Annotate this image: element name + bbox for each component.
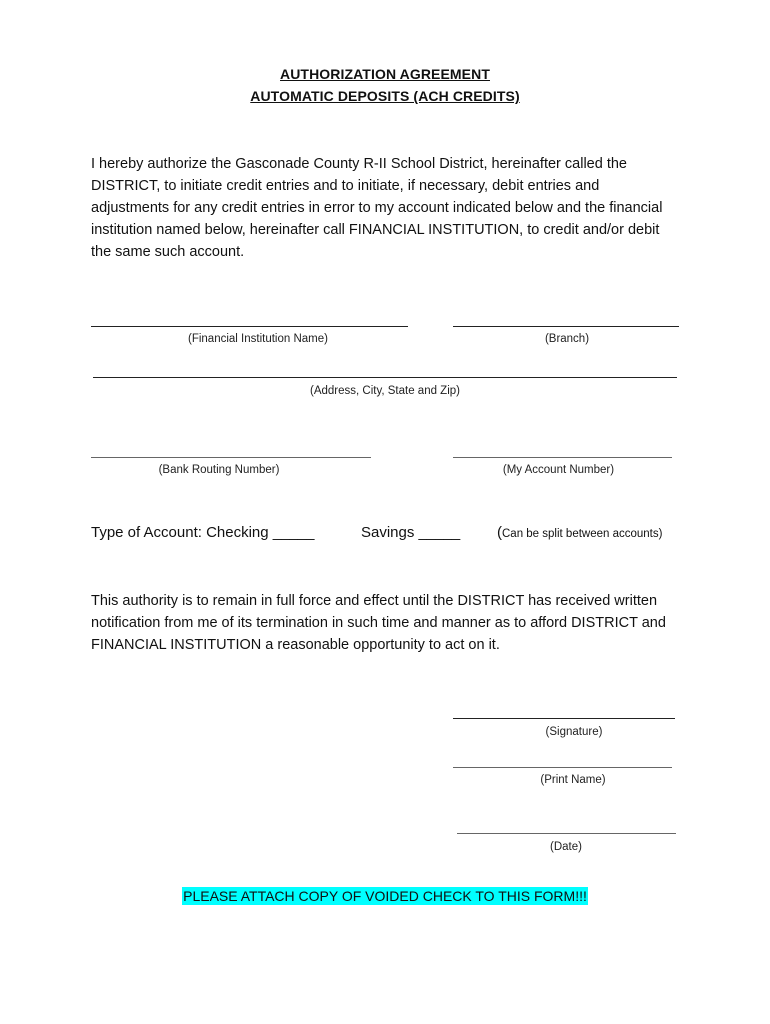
print-name-label: (Print Name) (540, 774, 606, 786)
signature-label: (Signature) (545, 726, 603, 738)
voided-check-notice (0, 888, 770, 906)
bank-routing-number-label: (Bank Routing Number) (158, 464, 280, 476)
date-label: (Date) (550, 841, 582, 853)
print-name-line[interactable] (453, 767, 672, 768)
address-line[interactable] (93, 377, 677, 378)
form-title: AUTHORIZATION AGREEMENT (280, 66, 490, 82)
account-type-savings[interactable]: Savings _____ (361, 524, 461, 541)
my-account-number-label: (My Account Number) (502, 464, 615, 476)
split-note-text: Can be split between accounts) (502, 528, 663, 540)
authorization-paragraph: I hereby authorize the Gasconade County R-II School District, hereinafter called the DISTRICT, to initiate credit entries and to initiate, if necessary, debit entries and adjustments for any credit entries in error to my account indicated below and the financial institution named below, hereinafter call FINANCIAL INSTITUTION, to credit and/or debit the same such account. (91, 156, 663, 260)
form-subtitle: AUTOMATIC DEPOSITS (ACH CREDITS) (250, 88, 520, 104)
authority-paragraph: This authority is to remain in full force and effect until the DISTRICT has received written notification from me of its termination in such time and manner as to afford DISTRICT and FINANCIAL INSTITUTION a reasonable opportunity to act on it. (91, 593, 666, 653)
my-account-number-line[interactable] (453, 457, 672, 458)
bank-routing-number-line[interactable] (91, 457, 371, 458)
split-accounts-note (497, 524, 662, 541)
split-note-paren: ( (497, 524, 502, 541)
branch-label: (Branch) (544, 333, 590, 345)
account-type-checking[interactable]: Type of Account: Checking _____ (91, 524, 315, 541)
address-label: (Address, City, State and Zip) (310, 385, 460, 397)
financial-institution-name-line[interactable] (91, 326, 408, 327)
financial-institution-name-label: (Financial Institution Name) (188, 333, 328, 345)
date-line[interactable] (457, 833, 676, 834)
branch-line[interactable] (453, 326, 679, 327)
voided-check-notice-text: PLEASE ATTACH COPY OF VOIDED CHECK TO THIS FORM!!! (183, 888, 587, 904)
signature-line[interactable] (453, 718, 675, 719)
